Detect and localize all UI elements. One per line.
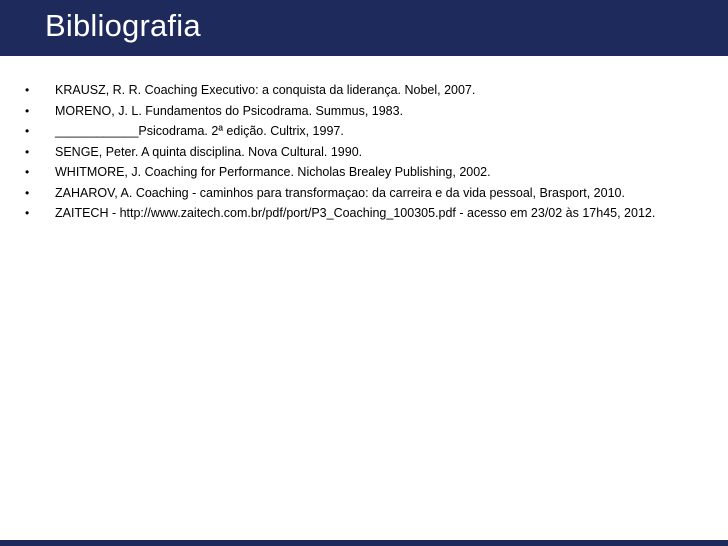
bullet-icon: •	[25, 144, 30, 159]
reference-text[interactable]: ZAITECH - http://www.zaitech.com.br/pdf/port/P3_Coaching_100305.pdf - acesso em 23/02 às 17h45, 2012.	[55, 206, 656, 220]
bullet-icon: •	[25, 185, 30, 200]
reference-text: WHITMORE, J. Coaching for Performance. Nicholas Brealey Publishing, 2002.	[55, 165, 491, 179]
list-item	[0, 121, 728, 142]
page-title: Bibliografia	[45, 8, 201, 43]
list-item	[0, 80, 728, 101]
title-bar	[0, 0, 728, 56]
list-item	[0, 203, 728, 224]
bullet-icon: •	[25, 124, 30, 138]
footer-bar	[0, 540, 728, 546]
bullet-icon: •	[25, 103, 30, 118]
bullet-icon: •	[25, 165, 30, 179]
reference-text: ZAHAROV, A. Coaching - caminhos para transformaçao: da carreira e da vida pessoal, Brasport, 2010.	[55, 185, 625, 200]
list-item	[0, 183, 728, 204]
bibliography-list	[0, 80, 728, 224]
list-item	[0, 162, 728, 183]
bullet-icon: •	[25, 83, 30, 97]
reference-text: SENGE, Peter. A quinta disciplina. Nova Cultural. 1990.	[55, 144, 363, 159]
reference-text: MORENO, J. L. Fundamentos do Psicodrama. Summus, 1983.	[55, 103, 404, 118]
reference-text: KRAUSZ, R. R. Coaching Executivo: a conquista da liderança. Nobel, 2007.	[55, 83, 476, 97]
bullet-icon: •	[25, 206, 30, 220]
list-item	[0, 101, 728, 122]
reference-text: ____________Psicodrama. 2ª edição. Cultrix, 1997.	[55, 124, 344, 138]
list-item	[0, 142, 728, 163]
